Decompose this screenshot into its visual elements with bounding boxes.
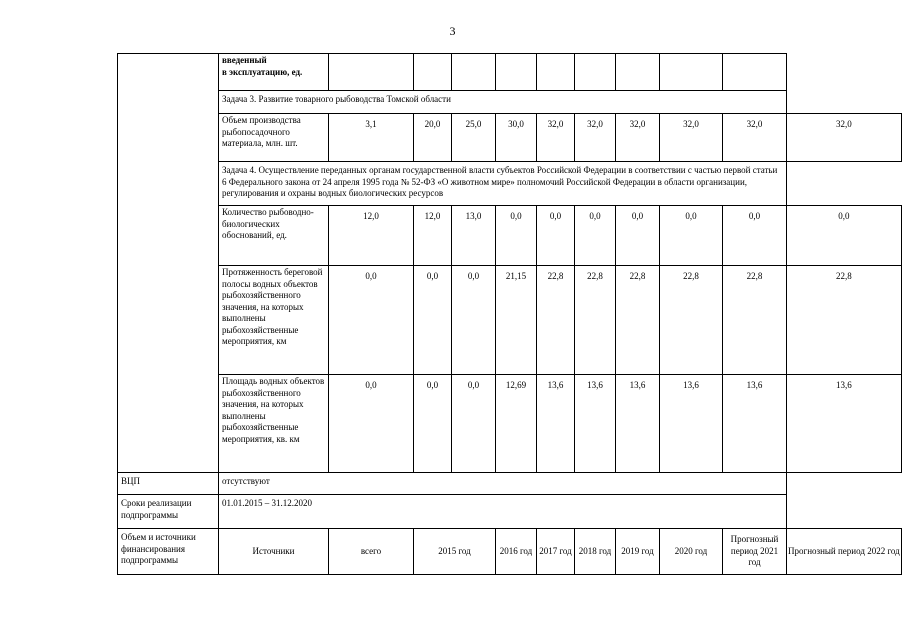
table-cell xyxy=(723,54,787,91)
left-blank-cell xyxy=(118,54,219,473)
value-cell: 13,6 xyxy=(660,375,723,473)
value-cell: 13,0 xyxy=(452,206,496,266)
value-cell: 32,0 xyxy=(787,114,902,162)
header-cell: Источники xyxy=(219,529,329,575)
value-cell: 0,0 xyxy=(452,375,496,473)
page-number: 3 xyxy=(449,24,456,38)
row-label: введенный в эксплуатацию, ед. xyxy=(219,54,329,91)
value-cell: 13,6 xyxy=(723,375,787,473)
table-cell xyxy=(329,54,414,91)
value-cell: 13,6 xyxy=(787,375,902,473)
value-cell: 0,0 xyxy=(329,266,414,375)
table-cell xyxy=(660,54,723,91)
value-cell: 32,0 xyxy=(537,114,575,162)
row-label: Количество рыбоводно-биологических обоснований, ед. xyxy=(219,206,329,266)
table-row xyxy=(118,473,902,495)
value-cell: 22,8 xyxy=(660,266,723,375)
header-cell: Прогнозный период 2022 год xyxy=(787,529,902,575)
vcp-label: ВЦП xyxy=(118,473,219,495)
task-3-title: Задача 3. Развитие товарного рыбоводства Томской области xyxy=(219,91,787,114)
value-cell: 22,8 xyxy=(575,266,616,375)
table-row xyxy=(118,206,902,266)
row-label: Протяженность береговой полосы водных объектов рыбохозяйственного значения, на которых выполнены рыбохозяйственные мероприятия, км xyxy=(219,266,329,375)
table-cell xyxy=(616,54,660,91)
header-cell: 2019 год xyxy=(616,529,660,575)
value-cell: 32,0 xyxy=(616,114,660,162)
value-cell: 13,6 xyxy=(537,375,575,473)
value-cell: 20,0 xyxy=(414,114,452,162)
value-cell: 0,0 xyxy=(414,266,452,375)
terms-value: 01.01.2015 – 31.12.2020 xyxy=(219,495,787,529)
value-cell: 32,0 xyxy=(660,114,723,162)
table-cell xyxy=(575,54,616,91)
table-cell xyxy=(496,54,537,91)
table-row xyxy=(118,114,902,162)
table-cell xyxy=(452,54,496,91)
header-cell: 2016 год xyxy=(496,529,537,575)
table-row xyxy=(118,266,902,375)
value-cell: 0,0 xyxy=(452,266,496,375)
value-cell: 0,0 xyxy=(496,206,537,266)
value-cell: 0,0 xyxy=(616,206,660,266)
table-row xyxy=(118,162,902,206)
value-cell: 13,6 xyxy=(575,375,616,473)
table-row xyxy=(118,54,902,91)
value-cell: 0,0 xyxy=(575,206,616,266)
row-label: Площадь водных объектов рыбохозяйственного значения, на которых выполнены рыбохозяйственные мероприятия, кв. км xyxy=(219,375,329,473)
value-cell: 12,69 xyxy=(496,375,537,473)
row-label: Объем производства рыбопосадочного материала, млн. шт. xyxy=(219,114,329,162)
task-4-title: Задача 4. Осуществление переданных органам государственной власти субъектов Российской Федерации в соответствии с частью первой статьи 6 Федерального закона от 24 апреля 1995 года № 52-ФЗ «О животном мире» полномочий Российской Федерации в области организации, регулирования и охраны водных биологических ресурсов xyxy=(219,162,787,206)
header-cell: Прогнозный период 2021 год xyxy=(723,529,787,575)
table-cell xyxy=(414,54,452,91)
value-cell: 12,0 xyxy=(329,206,414,266)
value-cell: 22,8 xyxy=(723,266,787,375)
value-cell: 0,0 xyxy=(537,206,575,266)
value-cell: 32,0 xyxy=(723,114,787,162)
header-cell: всего xyxy=(329,529,414,575)
value-cell: 25,0 xyxy=(452,114,496,162)
value-cell: 30,0 xyxy=(496,114,537,162)
value-cell: 3,1 xyxy=(329,114,414,162)
value-cell: 13,6 xyxy=(616,375,660,473)
table-row xyxy=(118,495,902,529)
subprogram-passport-table xyxy=(117,53,902,575)
table-row xyxy=(118,91,902,114)
value-cell: 32,0 xyxy=(575,114,616,162)
value-cell: 0,0 xyxy=(723,206,787,266)
table-cell xyxy=(537,54,575,91)
header-cell: 2020 год xyxy=(660,529,723,575)
table-row xyxy=(118,375,902,473)
vcp-value: отсутствуют xyxy=(219,473,787,495)
header-cell: 2017 год xyxy=(537,529,575,575)
value-cell: 22,8 xyxy=(616,266,660,375)
financing-label: Объем и источники финансирования подпрограммы xyxy=(118,529,219,575)
value-cell: 0,0 xyxy=(414,375,452,473)
terms-label: Сроки реализации подпрограммы xyxy=(118,495,219,529)
header-cell: 2018 год xyxy=(575,529,616,575)
value-cell: 12,0 xyxy=(414,206,452,266)
value-cell: 0,0 xyxy=(660,206,723,266)
value-cell: 0,0 xyxy=(787,206,902,266)
value-cell: 21,15 xyxy=(496,266,537,375)
header-cell: 2015 год xyxy=(414,529,496,575)
value-cell: 22,8 xyxy=(537,266,575,375)
value-cell: 22,8 xyxy=(787,266,902,375)
table-row xyxy=(118,529,902,575)
value-cell: 0,0 xyxy=(329,375,414,473)
